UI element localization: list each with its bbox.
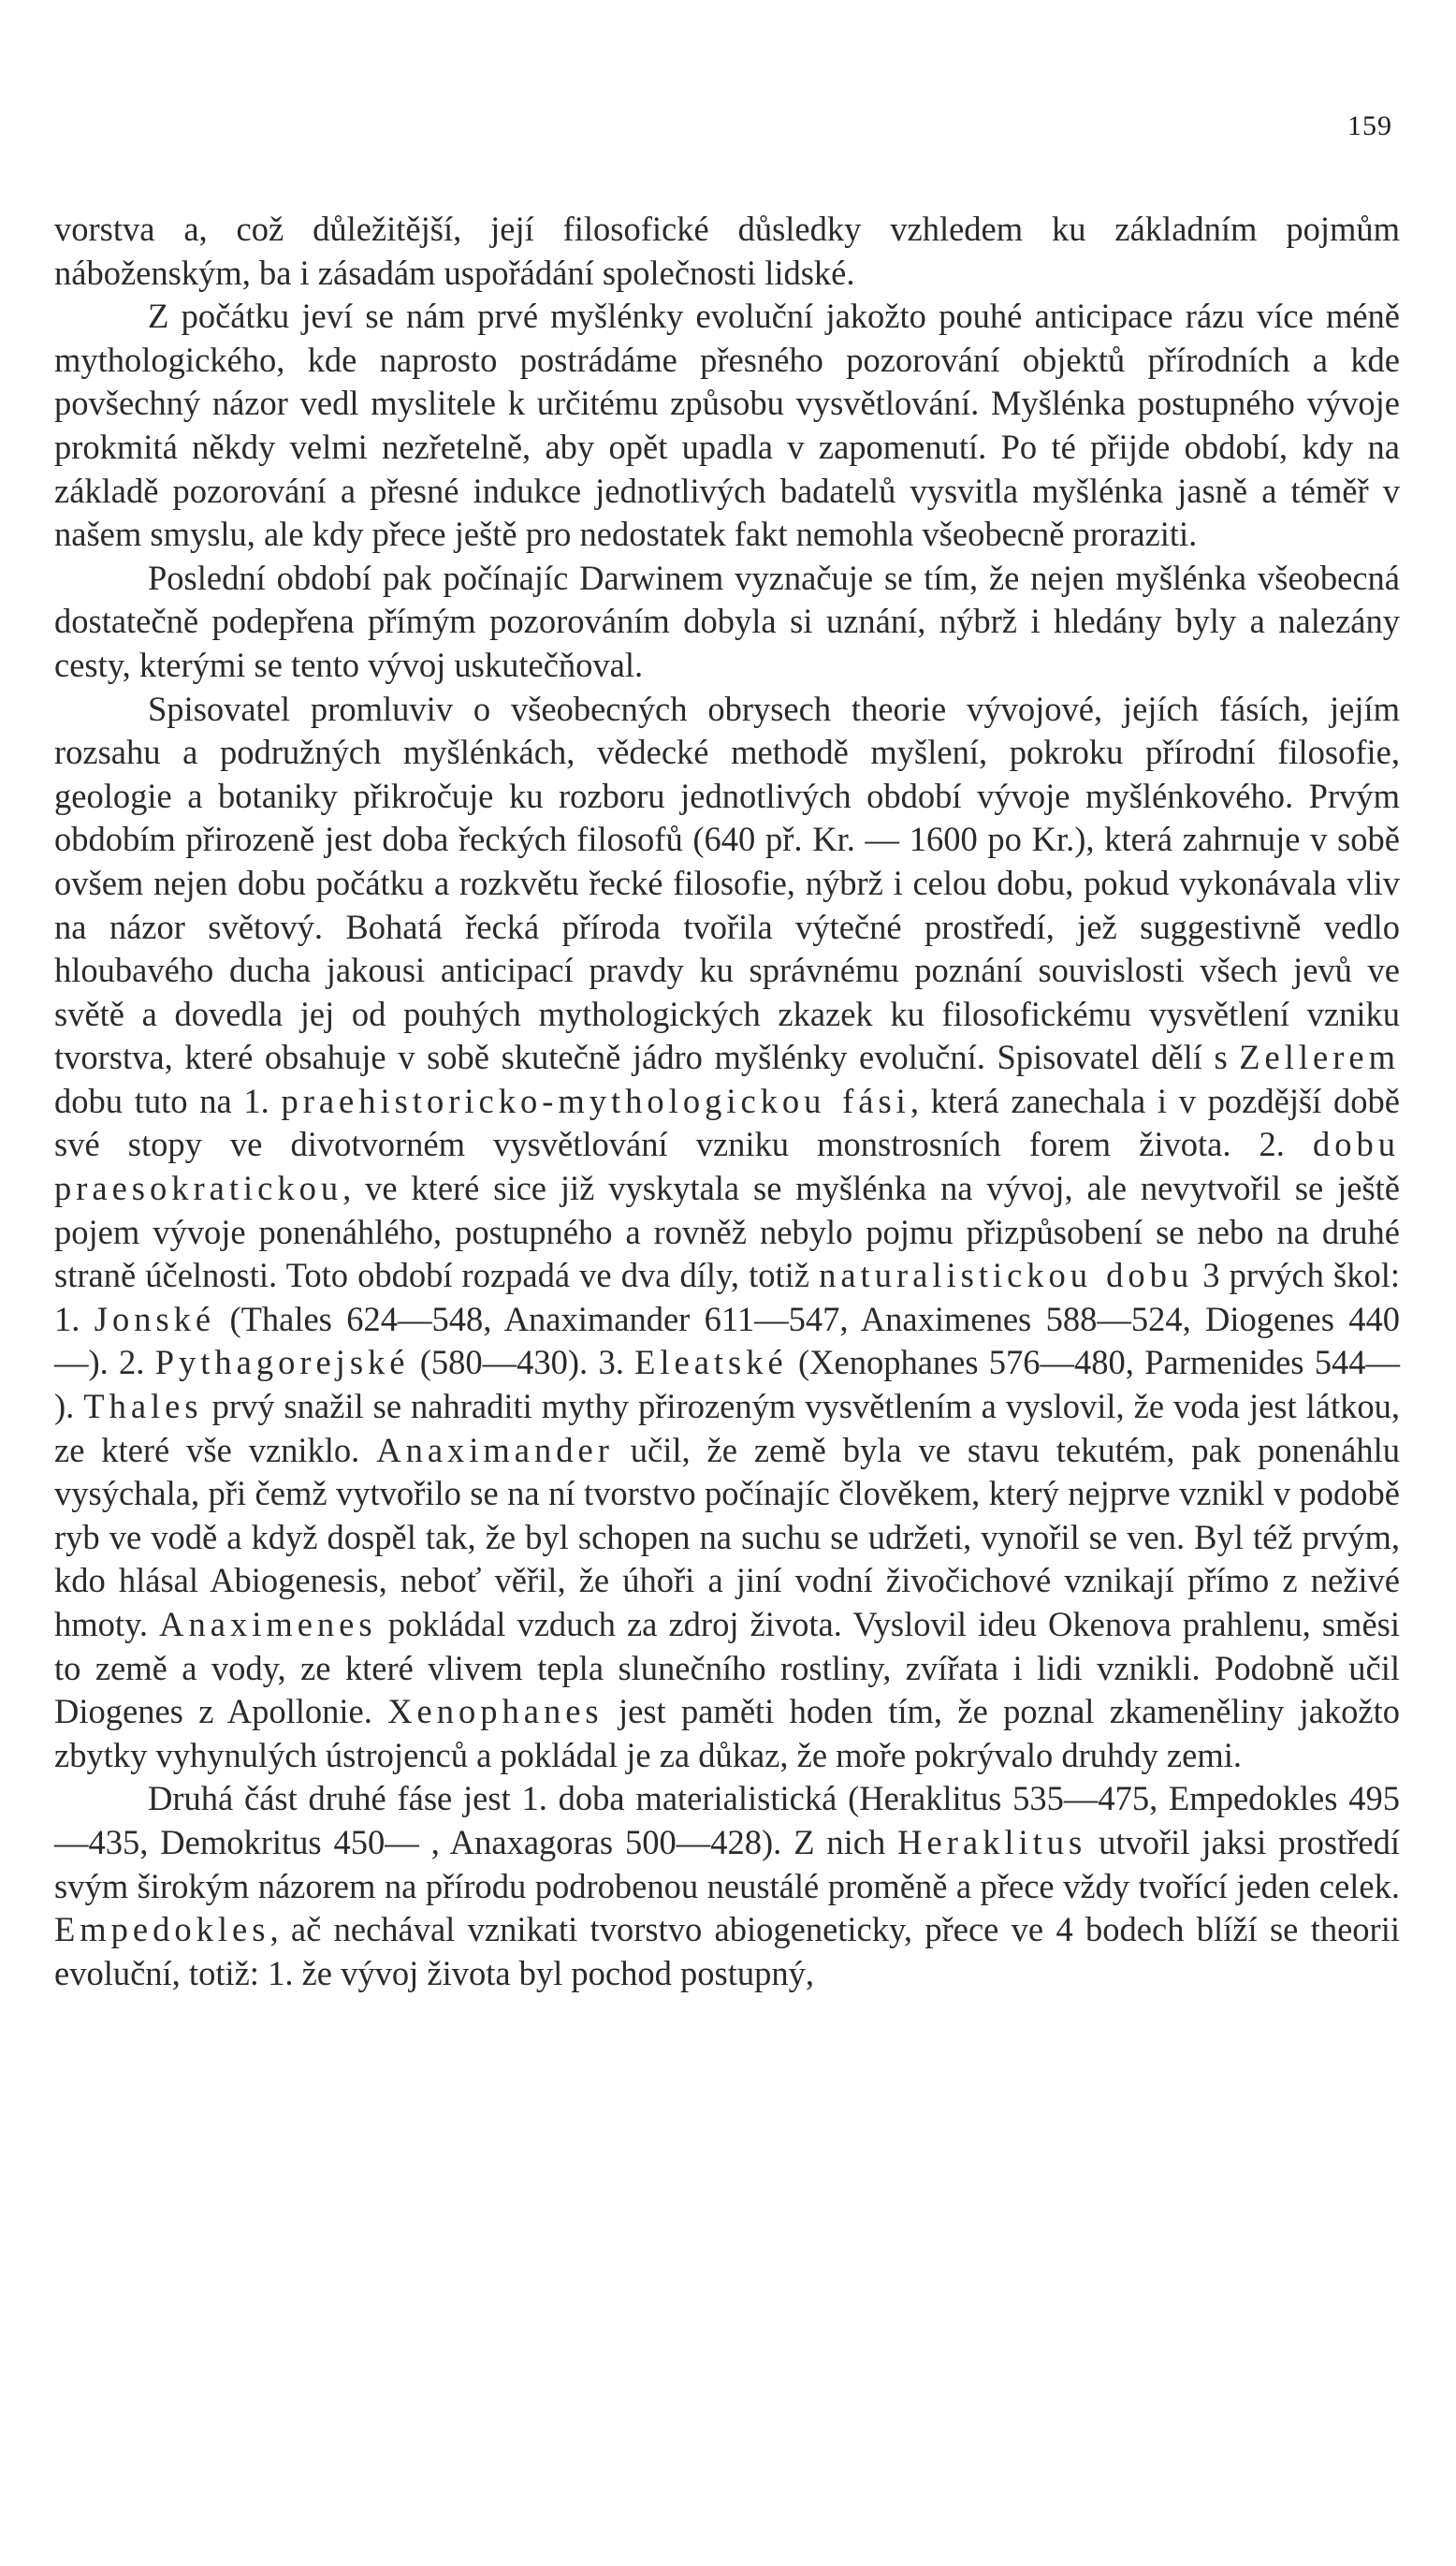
paragraph [54, 1777, 1400, 1995]
text-run: , ač nechával vznikati tvorstvo abiogeneticky, přece ve 4 bodech blíží se theorii evoluční, totiž: 1. že vývoj života byl pochod postupný, [54, 1910, 1400, 1992]
text-run: prvý snažil se nahraditi mythy přirozeným vysvětlením a vyslovil, že voda jest látkou, ze které vše vzniklo. [54, 1387, 1400, 1469]
text-run: Spisovatel promluviv o všeobecných obrysech theorie vývojové, jejích fásích, jejím rozsahu a podružných myšlénkách, vědecké methodě myšlení, pokroku přírodní filosofie, geologie a botaniky přikročuje ku rozboru jednotlivých období vývoje myšlénkového. Prvým obdobím přirozeně jest doba řeckých filosofů (640 př. Kr. — 1600 po Kr.), která zahrnuje v sobě ovšem nejen dobu počátku a rozkvětu řecké filosofie, nýbrž i celou dobu, pokud vykonávala vliv na názor světový. Bohatá řecká příroda tvořila výtečné prostředí, jež suggestivně vedlo hloubavého ducha jakousi anticipací pravdy ku správnému poznání souvislosti všech jevů ve světě a dovedla jej od pouhých mythologických zkazek ku filosofickému vysvětlení vzniku tvorstva, které obsahuje v sobě skutečně jádro myšlénky evoluční. Spisovatel dělí s [54, 689, 1400, 1077]
text-run: Druhá část druhé fáse jest 1. doba materialistická (Heraklitus 535—475, Empedokles 495—435, Demokritus 450— , Anaxagoras 500—428). Z nich [54, 1779, 1400, 1861]
text-run: (Xenophanes 576—480, Parmenides 544— ). [54, 1343, 1400, 1426]
spaced-emphasis: Thales [83, 1387, 203, 1426]
text-run: učil, že země byla ve stavu tekutém, pak ponenáhlu vysýchala, při čemž vytvořilo se na ní tvorstvo počínajíc člověkem, který nejprve vznikl v podobě ryb ve vodě a když dospěl tak, že byl schopen na suchu se udržeti, vynořil se ven. Byl též prvým, kdo hlásal Abiogenesis, neboť věřil, že úhoři a jiní vodní živočichové vznikají přímo z neživé hmoty. [54, 1430, 1401, 1643]
paragraph: Poslední období pak počínajíc Darwinem vyznačuje se tím, že nejen myšlénka všeobecná dostatečně podepřena přímým pozorováním dobyla si uznání, nýbrž i hledány byly a nalezány cesty, kterými se tento vývoj uskutečňoval. [54, 558, 1400, 684]
spaced-emphasis: Xenophanes [387, 1692, 604, 1731]
spaced-emphasis: Anaximenes [159, 1605, 377, 1643]
paragraph [54, 688, 1400, 1778]
spaced-emphasis: Eleatské [634, 1343, 788, 1382]
spaced-emphasis: naturalistickou dobu [819, 1256, 1194, 1295]
text-run: pokládal vzduch za zdroj života. Vyslovil ideu Okenova prahlenu, směsi to země a vody, ze které vlivem tepla slunečního rostliny, zvířata i lidi vznikli. Podobně učil Diogenes z Apollonie. [54, 1605, 1400, 1731]
text-run: (580—430). 3. [409, 1343, 635, 1382]
spaced-emphasis: praehistoricko-mythologickou fási [281, 1081, 910, 1120]
spaced-emphasis: Zellerem [1239, 1038, 1400, 1077]
text-run: utvořil jaksi prostředí svým širokým názorem na přírodu podrobenou neustálé proměně a přece vždy tvořící jeden celek. [54, 1822, 1400, 1905]
paragraph: Z počátku jeví se nám prvé myšlénky evoluční jakožto pouhé anticipace rázu více méně mythologického, kde naprosto postrádáme přesného pozorování objektů přírodních a kde povšechný názor vedl myslitele k určitému způsobu vysvětlování. Myšlénka postupného vývoje prokmitá někdy velmi nezřetelně, aby opět upadla v zapomenutí. Po té přijde období, kdy na základě pozorování a přesné indukce jednotlivých badatelů vysvitla myšlénka jasně a téměř v našem smyslu, ale kdy přece ještě pro nedostatek fakt nemohla všeobecně proraziti. [54, 297, 1400, 554]
text-run: dobu tuto na 1. [54, 1081, 282, 1120]
spaced-emphasis: Anaximander [376, 1430, 614, 1469]
paragraph: vorstva a, což důležitější, její filosofické důsledky vzhledem ku základním pojmům náboženským, ba i zásadám uspořádání společnosti lidské. [54, 210, 1400, 292]
body-text [54, 208, 1400, 1995]
spaced-emphasis: Empedokles [54, 1910, 270, 1949]
text-run: jest paměti hoden tím, že poznal zkameněliny jakožto zbytky vyhynulých ústrojenců a pokládal je za důkaz, že moře pokrývalo druhdy zemi. [54, 1692, 1401, 1774]
text-run: , ve které sice již vyskytala se myšlénka na vývoj, ale nevytvořil se ještě pojem vývoje ponenáhlého, postupného a rovněž nebylo pojmu přizpůsobení se nebo na druhé straně účelnosti. Toto období rozpadá ve dva díly, totiž [54, 1169, 1400, 1295]
page-number: 159 [1347, 110, 1392, 141]
text-run: , která zanechala i v pozdější době své stopy ve divotvorném vysvětlování vzniku monstrosních forem života. 2. [54, 1081, 1400, 1164]
text-run: 3 prvých škol: 1. [54, 1256, 1401, 1338]
spaced-emphasis: Heraklitus [897, 1822, 1087, 1861]
text-run: (Thales 624—548, Anaximander 611—547, Anaximenes 588—524, Diogenes 440 —). 2. [54, 1299, 1401, 1382]
spaced-emphasis: Pythagorejské [154, 1343, 410, 1382]
spaced-emphasis: dobu praesokratickou [54, 1125, 1400, 1208]
spaced-emphasis: Jonské [94, 1299, 216, 1338]
